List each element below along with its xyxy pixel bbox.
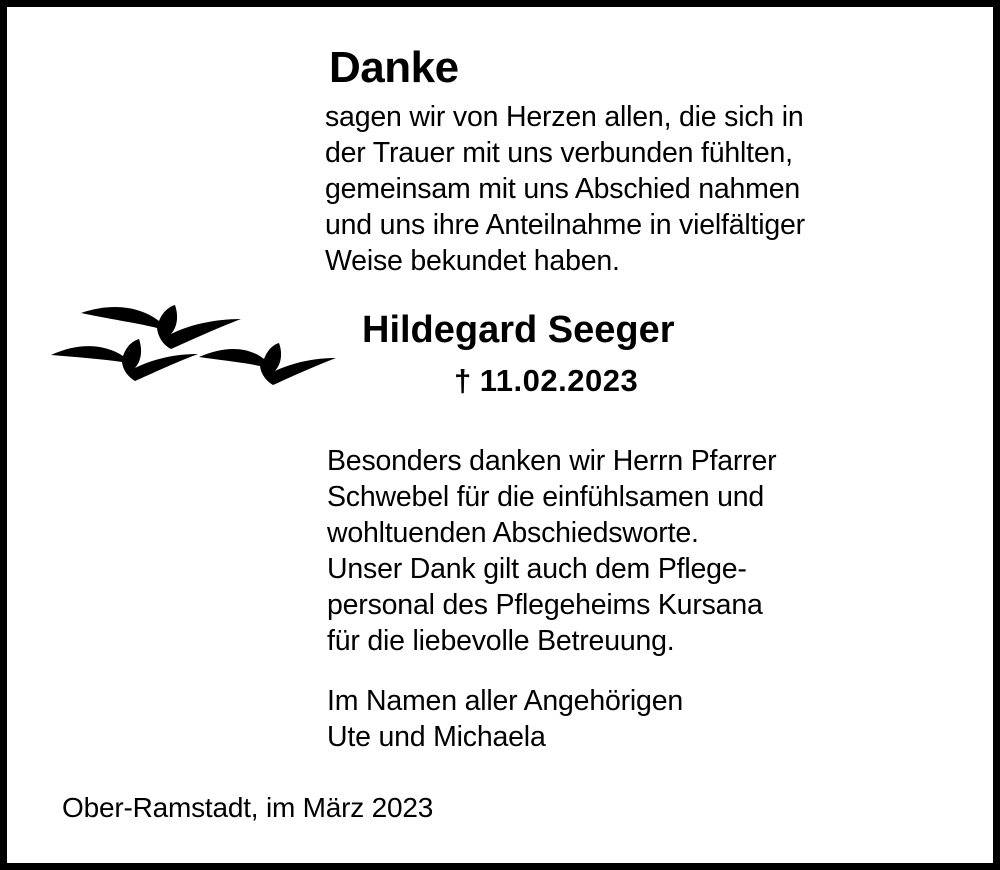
flying-birds-icon xyxy=(29,287,339,407)
intro-paragraph xyxy=(325,99,885,279)
intro-line: sagen wir von Herzen allen, die sich in xyxy=(325,101,804,133)
intro-line: Weise bekundet haben. xyxy=(325,245,620,277)
family-signature xyxy=(327,683,887,755)
thanks-line: für die liebevolle Betreuung. xyxy=(327,625,675,657)
place-and-date: Ober-Ramstadt, im März 2023 xyxy=(62,792,434,823)
intro-line: der Trauer mit uns verbunden fühlten, xyxy=(325,137,793,169)
thanks-line: Schwebel für die einfühlsamen und xyxy=(327,481,765,513)
page-title: Danke xyxy=(329,43,459,92)
thanks-line: Unser Dank gilt auch dem Pflege- xyxy=(327,553,747,585)
thanks-line: wohltuenden Abschiedsworte. xyxy=(327,517,699,549)
death-date xyxy=(454,364,638,398)
thanks-line: personal des Pflegeheims Kursana xyxy=(327,589,763,621)
intro-line: gemeinsam mit uns Abschied nahmen xyxy=(325,173,800,205)
family-line: Im Namen aller Angehörigen xyxy=(327,685,684,717)
thanks-paragraph xyxy=(327,443,887,659)
notice-inner xyxy=(7,7,993,863)
death-date-value: 11.02.2023 xyxy=(479,363,639,398)
family-line: Ute und Michaela xyxy=(327,721,546,753)
thanks-line: Besonders danken wir Herrn Pfarrer xyxy=(327,445,777,477)
deceased-name: Hildegard Seeger xyxy=(362,309,675,351)
intro-line: und uns ihre Anteilnahme in vielfältiger xyxy=(325,209,805,241)
cross-icon: † xyxy=(454,363,472,398)
